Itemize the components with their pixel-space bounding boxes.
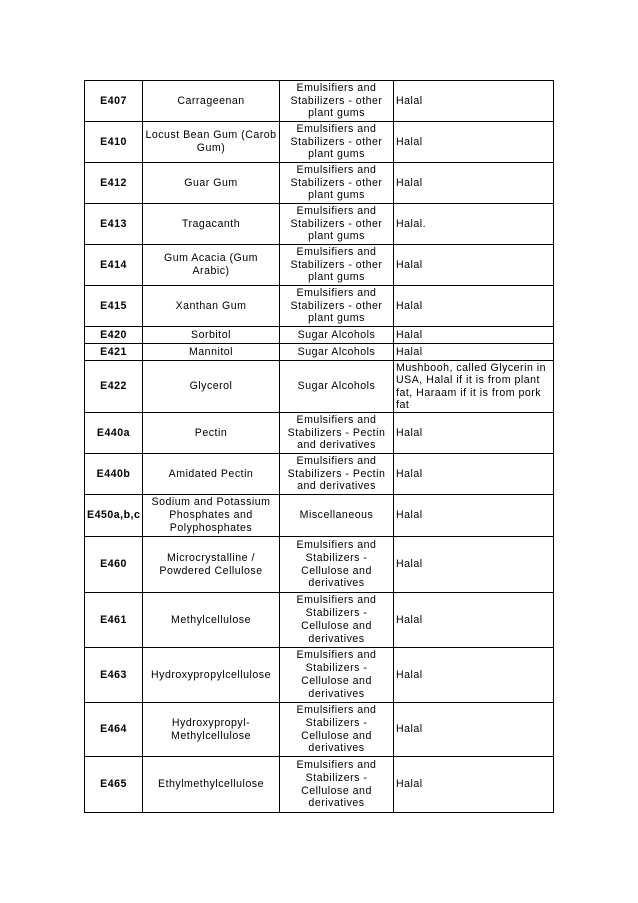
additive-status: Halal bbox=[394, 344, 554, 361]
additive-category: Sugar Alcohols bbox=[280, 327, 394, 344]
additive-code: E420 bbox=[85, 327, 143, 344]
additive-name: Tragacanth bbox=[143, 204, 280, 245]
additive-category: Miscellaneous bbox=[280, 495, 394, 537]
additive-name: Mannitol bbox=[143, 344, 280, 361]
additive-code: E440a bbox=[85, 413, 143, 454]
additive-status: Halal bbox=[394, 495, 554, 537]
table-row bbox=[85, 81, 554, 122]
table-row bbox=[85, 413, 554, 454]
additive-code: E412 bbox=[85, 163, 143, 204]
additive-name: Hydroxypropylcellulose bbox=[143, 648, 280, 703]
additive-category: Sugar Alcohols bbox=[280, 344, 394, 361]
additive-category: Emulsifiers and Stabilizers - other plant gums bbox=[280, 245, 394, 286]
additive-code: E463 bbox=[85, 648, 143, 703]
additive-category: Emulsifiers and Stabilizers - Cellulose and derivatives bbox=[280, 703, 394, 757]
additive-status: Halal bbox=[394, 757, 554, 813]
additive-status: Halal bbox=[394, 648, 554, 703]
additive-status: Halal bbox=[394, 245, 554, 286]
table-row bbox=[85, 648, 554, 703]
additive-code: E465 bbox=[85, 757, 143, 813]
additive-code: E440b bbox=[85, 454, 143, 495]
additives-table bbox=[84, 80, 554, 813]
additive-status: Halal bbox=[394, 122, 554, 163]
additive-name: Ethylmethylcellulose bbox=[143, 757, 280, 813]
additive-category: Emulsifiers and Stabilizers - other plant gums bbox=[280, 81, 394, 122]
additive-name: Guar Gum bbox=[143, 163, 280, 204]
table-row bbox=[85, 537, 554, 593]
additive-name: Xanthan Gum bbox=[143, 286, 280, 327]
additive-category: Emulsifiers and Stabilizers - Cellulose and derivatives bbox=[280, 537, 394, 593]
table-row bbox=[85, 454, 554, 495]
additive-category: Emulsifiers and Stabilizers - Cellulose and derivatives bbox=[280, 757, 394, 813]
table-row bbox=[85, 286, 554, 327]
additive-code: E461 bbox=[85, 593, 143, 648]
additive-category: Emulsifiers and Stabilizers - other plant gums bbox=[280, 122, 394, 163]
additive-status: Halal bbox=[394, 286, 554, 327]
additive-name: Microcrystalline / Powdered Cellulose bbox=[143, 537, 280, 593]
additive-category: Emulsifiers and Stabilizers - Pectin and derivatives bbox=[280, 413, 394, 454]
additive-category: Emulsifiers and Stabilizers - Cellulose and derivatives bbox=[280, 593, 394, 648]
additive-status: Halal. bbox=[394, 204, 554, 245]
additive-category: Emulsifiers and Stabilizers - Pectin and derivatives bbox=[280, 454, 394, 495]
additive-code: E460 bbox=[85, 537, 143, 593]
additive-code: E422 bbox=[85, 361, 143, 413]
additive-status: Halal bbox=[394, 703, 554, 757]
additive-category: Emulsifiers and Stabilizers - other plant gums bbox=[280, 286, 394, 327]
table-row bbox=[85, 344, 554, 361]
additive-name: Glycerol bbox=[143, 361, 280, 413]
additive-code: E421 bbox=[85, 344, 143, 361]
additive-category: Emulsifiers and Stabilizers - other plant gums bbox=[280, 204, 394, 245]
table-row bbox=[85, 122, 554, 163]
additive-status: Mushbooh, called Glycerin in USA, Halal if it is from plant fat, Haraam if it is from pork fat bbox=[394, 361, 554, 413]
additive-status: Halal bbox=[394, 413, 554, 454]
additive-name: Locust Bean Gum (Carob Gum) bbox=[143, 122, 280, 163]
table-row bbox=[85, 327, 554, 344]
table-row bbox=[85, 703, 554, 757]
additive-code: E410 bbox=[85, 122, 143, 163]
additive-status: Halal bbox=[394, 537, 554, 593]
additive-name: Pectin bbox=[143, 413, 280, 454]
additive-status: Halal bbox=[394, 454, 554, 495]
table-row bbox=[85, 163, 554, 204]
additive-category: Emulsifiers and Stabilizers - other plant gums bbox=[280, 163, 394, 204]
table-row bbox=[85, 495, 554, 537]
table-row bbox=[85, 757, 554, 813]
additive-category: Emulsifiers and Stabilizers - Cellulose and derivatives bbox=[280, 648, 394, 703]
additive-name: Amidated Pectin bbox=[143, 454, 280, 495]
additive-code: E407 bbox=[85, 81, 143, 122]
table-row bbox=[85, 245, 554, 286]
table-row bbox=[85, 361, 554, 413]
table-row bbox=[85, 593, 554, 648]
additive-status: Halal bbox=[394, 81, 554, 122]
additive-name: Carrageenan bbox=[143, 81, 280, 122]
additive-name: Methylcellulose bbox=[143, 593, 280, 648]
additive-code: E450a,b,c bbox=[85, 495, 143, 537]
additive-name: Sodium and Potassium Phosphates and Polyphosphates bbox=[143, 495, 280, 537]
additive-name: Hydroxypropyl-Methylcellulose bbox=[143, 703, 280, 757]
additive-code: E464 bbox=[85, 703, 143, 757]
additive-code: E414 bbox=[85, 245, 143, 286]
additive-status: Halal bbox=[394, 163, 554, 204]
additive-name: Sorbitol bbox=[143, 327, 280, 344]
additive-code: E413 bbox=[85, 204, 143, 245]
table-row bbox=[85, 204, 554, 245]
additive-status: Halal bbox=[394, 593, 554, 648]
additive-name: Gum Acacia (Gum Arabic) bbox=[143, 245, 280, 286]
additive-code: E415 bbox=[85, 286, 143, 327]
additive-category: Sugar Alcohols bbox=[280, 361, 394, 413]
additive-status: Halal bbox=[394, 327, 554, 344]
